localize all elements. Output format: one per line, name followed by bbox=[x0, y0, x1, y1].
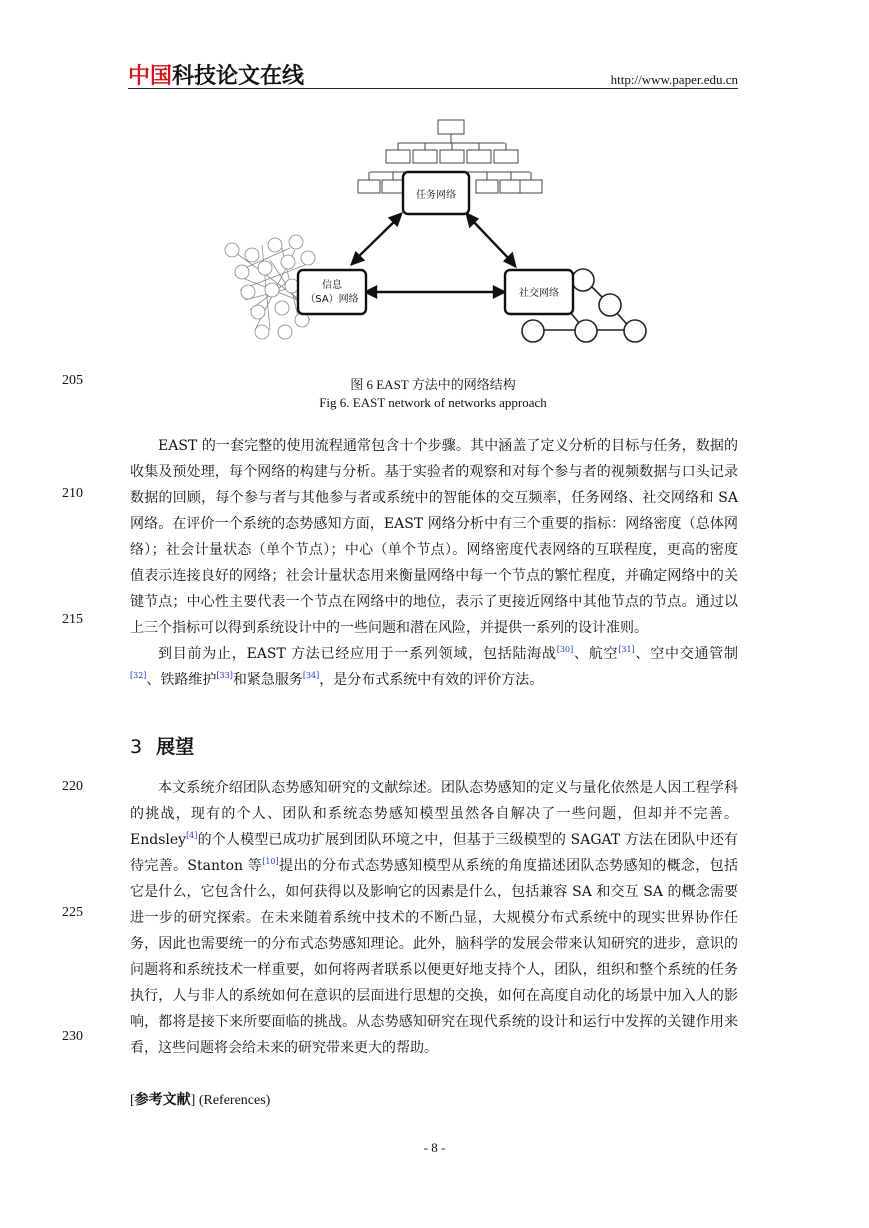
info-node bbox=[245, 248, 259, 262]
references-heading: [参考文献] (References) bbox=[130, 1092, 271, 1108]
tree-box bbox=[382, 180, 404, 193]
info-node bbox=[241, 285, 255, 299]
tree-box bbox=[494, 150, 518, 163]
citation-4[interactable]: [4] bbox=[186, 831, 198, 840]
line-number: 225 bbox=[62, 905, 83, 920]
body-text bbox=[130, 433, 738, 693]
social-node bbox=[575, 320, 597, 342]
tree-box bbox=[440, 150, 464, 163]
line-number: 210 bbox=[62, 486, 83, 501]
info-network-label-2: （SA）网络 bbox=[305, 294, 359, 305]
page-number: - 8 - bbox=[423, 1140, 446, 1155]
social-node bbox=[522, 320, 544, 342]
line-number: 220 bbox=[62, 779, 83, 794]
tree-box bbox=[438, 120, 464, 134]
paragraph-outlook: 本文系统介绍团队态势感知研究的文献综述。团队态势感知的定义与量化依然是人因工程学科的挑战，现有的个人、团队和系统态势感知模型虽然各自解决了一些问题，但却并不完善。Endsley[4]的个人模型已成功扩展到团队环境之中，但基于三级模型的 SAGAT 方法在团队中还有待完善。Stanton 等[10]提出的分布式态势感知模型从系统的角度描述团队态势感知的概念，包括它是什么，它包含什么，如何获得以及影响它的因素是什么，包括兼容 SA 和交互 SA 的概念需要进一步的研究探索。在未来随着系统中技术的不断凸显，大规模分布式系统中的现实世界协作任务，因此也需要统一的分布式态势感知理论。此外，脑科学的发展会带来认知研究的进步，意识的问题将和系统技术一样重要，如何将两者联系以便更好地支持个人，团队，组织和整个系统的任务执行，人与非人的系统如何在意识的层面进行思想的交换，如何在高度自动化的场景中加入人的影响，都将是接下来所要面临的挑战。从态势感知研究在现代系统的设计和运行中发挥的关键作用来看，这些问题将会给未来的研究带来更大的帮助。 bbox=[130, 780, 738, 1056]
section-number: 3 bbox=[130, 736, 143, 758]
info-node bbox=[235, 265, 249, 279]
info-node bbox=[255, 325, 269, 339]
figure-caption-en: Fig 6. EAST network of networks approach bbox=[319, 395, 547, 410]
tree-box bbox=[386, 150, 410, 163]
social-network-label: 社交网络 bbox=[519, 288, 559, 299]
info-node bbox=[251, 305, 265, 319]
info-network-label-1: 信息 bbox=[322, 280, 342, 291]
tree-box bbox=[467, 150, 491, 163]
figure-caption-cn: 图 6 EAST 方法中的网络结构 bbox=[350, 377, 516, 392]
tree-box bbox=[476, 180, 498, 193]
citation-34[interactable]: [34] bbox=[302, 671, 320, 680]
citation-31[interactable]: [31] bbox=[618, 645, 635, 654]
tree-box bbox=[500, 180, 522, 193]
paragraph-east-applications: 到目前为止，EAST 方法已经应用于一系列领域，包括陆海战[30]、航空[31]、空中交通管制[32]、铁路维护[33]和紧急服务[34]，是分布式系统中有效的评价方法。 bbox=[130, 645, 739, 688]
logo-red-text: 中国 bbox=[128, 64, 173, 89]
info-node bbox=[265, 283, 279, 297]
info-node bbox=[278, 325, 292, 339]
section-heading bbox=[130, 732, 194, 759]
paragraph-east-steps: EAST 的一套完整的使用流程通常包含十个步骤。其中涵盖了定义分析的目标与任务，数据的收集及预处理，每个网络的构建与分析。基于实验者的观察和对每个参与者的视频数据与口头记录数据的回顾，每个参与者与其他参与者或系统中的智能体的交互频率，任务网络、社交网络和 SA 网络。在评价一个系统的态势感知方面，EAST 网络分析中有三个重要的指标：网络密度（总体网络）；社会计量状态（单个节点）；中心（单个节点）。网络密度代表网络的互联程度，更高的密度值表示连接良好的网络；社会计量状态用来衡量网络中每一个节点的繁忙程度，并确定网络中的关键节点；中心性主要代表一个节点在网络中的地位，表示了更接近网络中其他节点的节点。通过以上三个指标可以得到系统设计中的一些问题和潜在风险，并提供一系列的设计准则。 bbox=[130, 438, 738, 636]
line-number: 205 bbox=[62, 373, 83, 388]
task-network-label: 任务网络 bbox=[416, 190, 456, 201]
info-node bbox=[258, 261, 272, 275]
outlook-text bbox=[130, 775, 738, 1061]
info-node bbox=[301, 251, 315, 265]
social-node bbox=[624, 320, 646, 342]
social-node bbox=[599, 294, 621, 316]
section-title: 展望 bbox=[156, 736, 195, 758]
tree-box bbox=[520, 180, 542, 193]
header-url[interactable]: http://www.paper.edu.cn bbox=[610, 72, 738, 87]
info-node bbox=[268, 238, 282, 252]
citation-30[interactable]: [30] bbox=[556, 645, 574, 654]
references-label: 参考文献 bbox=[134, 1092, 191, 1108]
info-node bbox=[289, 235, 303, 249]
tree-box bbox=[413, 150, 437, 163]
tree-box bbox=[358, 180, 380, 193]
info-node bbox=[225, 243, 239, 257]
info-node bbox=[275, 301, 289, 315]
network-figure bbox=[0, 0, 869, 370]
logo-black-text: 科技论文在线 bbox=[172, 64, 305, 89]
info-network-box bbox=[298, 270, 366, 314]
line-number: 215 bbox=[62, 612, 83, 627]
citation-33[interactable]: [33] bbox=[216, 671, 233, 680]
citation-32[interactable]: [32] bbox=[130, 671, 147, 680]
social-node bbox=[572, 269, 594, 291]
line-number: 230 bbox=[62, 1029, 83, 1044]
citation-10[interactable]: [10] bbox=[262, 857, 279, 866]
info-node bbox=[281, 255, 295, 269]
